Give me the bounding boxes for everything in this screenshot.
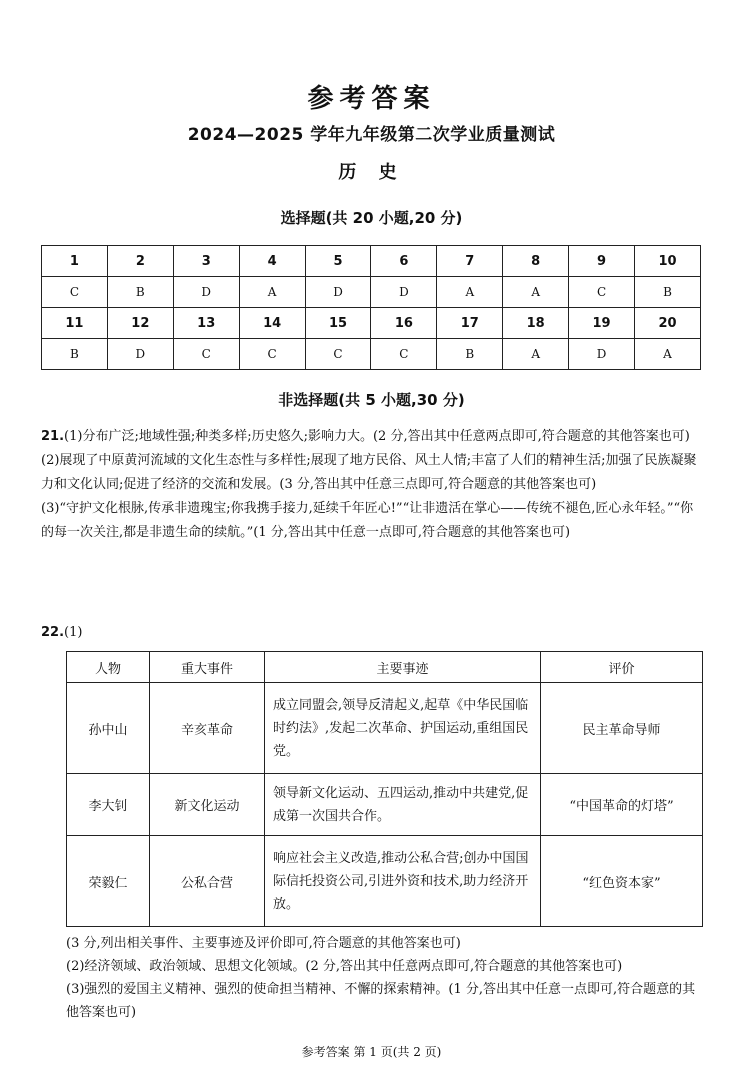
- table-row: [42, 246, 701, 277]
- event-cell: 新文化运动: [150, 774, 265, 836]
- table-row: [42, 277, 701, 308]
- nonchoice-section-heading: 非选择题(共 5 小题,30 分): [278, 391, 465, 409]
- q22-part2: (2)经济领域、政治领域、思想文化领域。(2 分,答出其中任意两点即可,符合题意的其他答案也可): [66, 959, 623, 974]
- page-title: 参考答案: [307, 84, 436, 114]
- question-number: 3: [173, 246, 239, 277]
- table-row: [42, 308, 701, 339]
- column-header: 重大事件: [150, 652, 265, 683]
- event-cell: 辛亥革命: [150, 683, 265, 774]
- evaluation-cell: “中国革命的灯塔”: [541, 774, 703, 836]
- answer-cell: D: [107, 339, 173, 370]
- event-cell: 公私合营: [150, 836, 265, 927]
- answer-cell: A: [239, 277, 305, 308]
- answer-cell: C: [371, 339, 437, 370]
- question-22-notes: [66, 932, 706, 1024]
- page-footer: 参考答案 第 1 页(共 2 页): [301, 1045, 442, 1059]
- question-number: 19: [569, 308, 635, 339]
- answer-cell: D: [173, 277, 239, 308]
- question-22-heading: [41, 621, 703, 645]
- column-header: 主要事迹: [265, 652, 541, 683]
- person-cell: 李大钊: [67, 774, 150, 836]
- question-number: 9: [569, 246, 635, 277]
- question-number: 17: [437, 308, 503, 339]
- question-number: 6: [371, 246, 437, 277]
- table-row: [42, 339, 701, 370]
- question-number: 18: [503, 308, 569, 339]
- question-number: 1: [42, 246, 108, 277]
- answer-cell: C: [173, 339, 239, 370]
- answer-cell: C: [569, 277, 635, 308]
- answer-cell: D: [305, 277, 371, 308]
- deeds-cell: 响应社会主义改造,推动公私合营;创办中国国际信托投资公司,引进外资和技术,助力经济开放。: [265, 836, 541, 927]
- question-number: 11: [42, 308, 108, 339]
- question-number: 21.: [41, 429, 65, 444]
- q21-part3: (3)“守护文化根脉,传承非遗瑰宝;你我携手接力,延续千年匠心!”“让非遗活在掌心——传统不褪色,匠心永年轻。”“你的每一次关注,都是非遗生命的续航。”(1 分,答出其中任意一点即可,符合题意的其他答案也可): [41, 501, 694, 540]
- answer-cell: B: [635, 277, 701, 308]
- historical-figures-table: [66, 651, 703, 927]
- question-number: 8: [503, 246, 569, 277]
- table-row: [67, 774, 703, 836]
- column-header: 评价: [541, 652, 703, 683]
- question-number: 14: [239, 308, 305, 339]
- question-number: 16: [371, 308, 437, 339]
- answer-cell: B: [107, 277, 173, 308]
- question-number: 10: [635, 246, 701, 277]
- question-number: 13: [173, 308, 239, 339]
- choice-section-heading: 选择题(共 20 小题,20 分): [280, 209, 463, 227]
- deeds-cell: 领导新文化运动、五四运动,推动中共建党,促成第一次国共合作。: [265, 774, 541, 836]
- evaluation-cell: 民主革命导师: [541, 683, 703, 774]
- choice-answer-table: [41, 245, 701, 370]
- question-21-answer: [41, 425, 703, 545]
- q21-part1-text: (1)分布广泛;地域性强;种类多样;历史悠久;影响力大。(2 分,答出其中任意两点即可,符合题意的其他答案也可): [64, 429, 690, 444]
- question-number: 4: [239, 246, 305, 277]
- evaluation-cell: “红色资本家”: [541, 836, 703, 927]
- answer-cell: A: [503, 339, 569, 370]
- answer-cell: A: [437, 277, 503, 308]
- answer-cell: D: [569, 339, 635, 370]
- person-cell: 荣毅仁: [67, 836, 150, 927]
- question-number: 20: [635, 308, 701, 339]
- question-number: 22.: [41, 625, 65, 640]
- question-number: 2: [107, 246, 173, 277]
- q21-part1: [41, 425, 703, 449]
- answer-cell: A: [635, 339, 701, 370]
- q21-part2: (2)展现了中原黄河流域的文化生态性与多样性;展现了地方民俗、风土人情;丰富了人们的精神生活;加强了民族凝聚力和文化认同;促进了经济的交流和发展。(3 分,答出其中任意三点即可,符合题意的其他答案也可): [41, 453, 697, 492]
- answer-cell: D: [371, 277, 437, 308]
- person-cell: 孙中山: [67, 683, 150, 774]
- table-row: [67, 683, 703, 774]
- q22-note1: (3 分,列出相关事件、主要事迹及评价即可,符合题意的其他答案也可): [66, 936, 461, 951]
- q22-part3: (3)强烈的爱国主义精神、强烈的使命担当精神、不懈的探索精神。(1 分,答出其中任意一点即可,符合题意的其他答案也可): [66, 982, 696, 1020]
- answer-cell: B: [437, 339, 503, 370]
- deeds-cell: 成立同盟会,领导反清起义,起草《中华民国临时约法》,发起二次革命、护国运动,重组国民党。: [265, 683, 541, 774]
- question-number: 15: [305, 308, 371, 339]
- table-row: [67, 836, 703, 927]
- question-number: 12: [107, 308, 173, 339]
- answer-cell: C: [239, 339, 305, 370]
- answer-cell: A: [503, 277, 569, 308]
- answer-cell: C: [42, 277, 108, 308]
- q22-part1-label: (1): [64, 625, 83, 640]
- question-number: 5: [305, 246, 371, 277]
- subject-title: 历 史: [338, 162, 405, 183]
- exam-subtitle: 2024—2025 学年九年级第二次学业质量测试: [187, 125, 556, 145]
- answer-cell: C: [305, 339, 371, 370]
- answer-cell: B: [42, 339, 108, 370]
- table-header-row: [67, 652, 703, 683]
- question-number: 7: [437, 246, 503, 277]
- column-header: 人物: [67, 652, 150, 683]
